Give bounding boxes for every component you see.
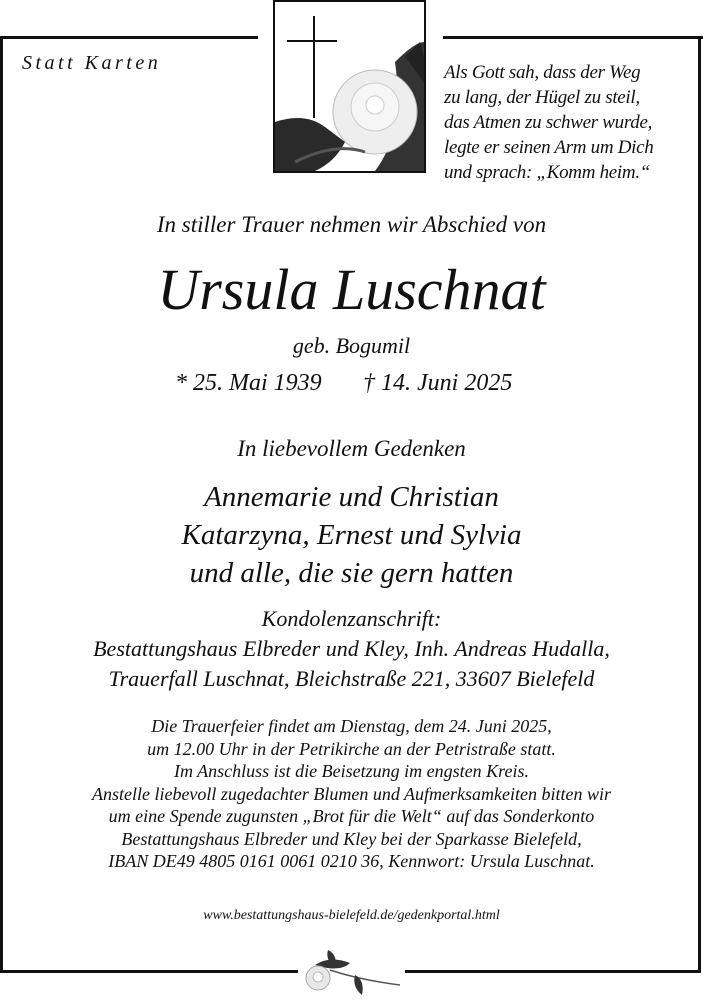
condolence-line: Kondolenzanschrift:	[261, 606, 442, 631]
details-line: um eine Spende zugunsten „Brot für die Welt“ auf das Sonderkonto	[108, 806, 595, 826]
poem-line: zu lang, der Hügel zu steil,	[444, 87, 640, 108]
maiden-name: geb. Bogumil	[292, 333, 411, 358]
poem-line: und sprach: „Komm heim.“	[444, 162, 651, 183]
rose-icon	[300, 945, 405, 1000]
mourner-line: und alle, die sie gern hatten	[189, 557, 514, 589]
intro-text: In stiller Trauer nehmen wir Abschied von	[156, 212, 547, 237]
poem-line: legte er seinen Arm um Dich	[444, 137, 654, 158]
details-line: um 12.00 Uhr in der Petrikirche an der Petristraße statt.	[147, 738, 556, 759]
frame-bottom-right	[405, 970, 701, 973]
poem-line: Als Gott sah, dass der Weg	[444, 62, 641, 83]
mourner-line: Annemarie und Christian	[204, 481, 499, 513]
condolence-line: Bestattungshaus Elbreder und Kley, Inh. Andreas Hudalla,	[93, 636, 610, 661]
memory-text: In liebevollem Gedenken	[237, 436, 466, 461]
condolence-line: Trauerfall Luschnat, Bleichstraße 221, 33607 Bielefeld	[108, 666, 595, 691]
funeral-details	[0, 715, 703, 873]
deceased-name: Ursula Luschnat	[157, 257, 546, 322]
details-line: Die Trauerfeier findet am Dienstag, dem 24. Juni 2025,	[151, 716, 552, 736]
poem-line: das Atmen zu schwer wurde,	[444, 112, 653, 133]
details-line: Im Anschluss ist die Beisetzung im engsten Kreis.	[174, 761, 529, 781]
frame-top-left	[0, 36, 258, 39]
poem	[444, 60, 653, 185]
mourner-line: Katarzyna, Ernest und Sylvia	[181, 519, 522, 551]
cross-rose-image	[273, 0, 426, 173]
details-line: Anstelle liebevoll zugedachter Blumen und Aufmerksamkeiten bitten wir	[91, 783, 612, 804]
details-line: IBAN DE49 4805 0161 0061 0210 36, Kennwort: Ursula Luschnat.	[108, 851, 595, 871]
cross-rose-icon	[275, 2, 424, 171]
frame-top-right	[443, 36, 703, 39]
mourners	[0, 478, 703, 592]
death-date: † 14. Juni 2025	[363, 370, 513, 396]
header-statt-karten: Statt Karten	[22, 52, 162, 74]
frame-bottom-left	[0, 970, 298, 973]
details-line: Bestattungshaus Elbreder und Kley bei der Sparkasse Bielefeld,	[121, 828, 582, 849]
condolence-address	[0, 604, 703, 694]
memorial-url[interactable]: www.bestattungshaus-bielefeld.de/gedenkportal.html	[203, 908, 500, 923]
birth-date: * 25. Mai 1939	[175, 370, 322, 396]
